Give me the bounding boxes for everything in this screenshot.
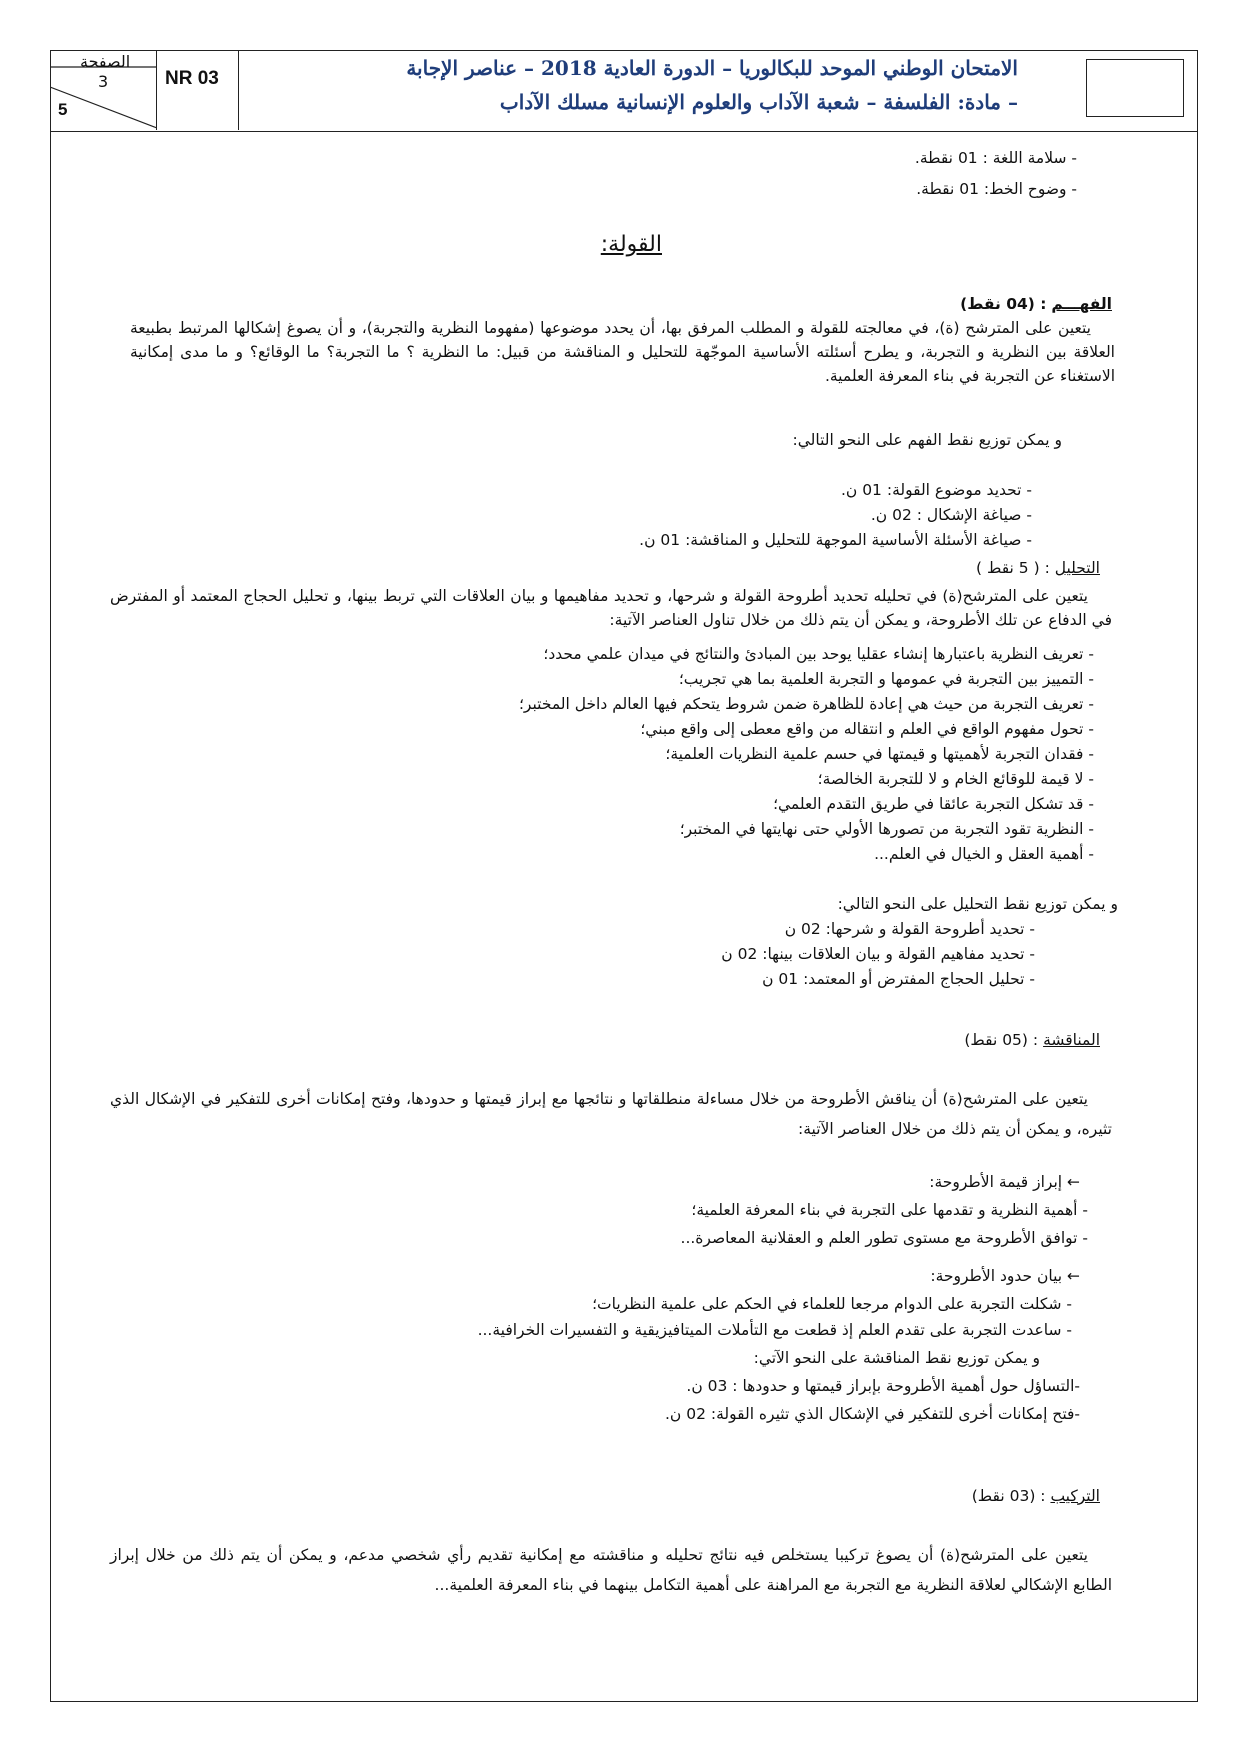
- discussion-value-heading: ← إبراز قيمة الأطروحة:: [929, 1173, 1080, 1191]
- analysis-heading-line: [976, 556, 1100, 580]
- exam-code: NR 03: [165, 68, 219, 89]
- analysis-dist-item: - تحديد مفاهيم القولة و بيان العلاقات بينها: 02 ن: [721, 945, 1035, 963]
- page-number-box: [50, 50, 157, 130]
- page-total: 5: [58, 100, 68, 119]
- analysis-element: - قد تشكل التجربة عائقا في طريق التقدم العلمي؛: [773, 795, 1094, 813]
- analysis-heading: التحليل: [1054, 559, 1100, 577]
- analysis-element: - تعريف النظرية باعتبارها إنشاء عقليا يوحد بين المبادئ والنتائج في ميدان علمي محدد؛: [543, 645, 1094, 663]
- synthesis-heading: التركيب: [1050, 1487, 1100, 1505]
- exam-title: الامتحان الوطني الموحد للبكالوريا – الدورة العادية 2018 – عناصر الإجابة: [406, 56, 1018, 80]
- analysis-dist-item: - تحليل الحجاج المفترض أو المعتمد: 01 ن: [762, 970, 1035, 988]
- understanding-paragraph: يتعين على المترشح (ة)، في معالجته للقولة و المطلب المرفق بها، أن يحدد موضوعها (مفهوما النظرية والتجربة)، و أن يصوغ إشكالها المرتبط بطبيعة العلاقة بين النظرية و التجربة، و يطرح أسئلته الأساسية الموجّهة للتحليل و المناقشة من قبيل: ما النظرية ؟ ما التجربة؟ ما الوقائع؟ و ما مدى إمكانية الاستغناء عن التجربة في بناء المعرفة العلمية.: [130, 319, 1115, 385]
- understanding-heading: الفهـــم: [1051, 295, 1112, 313]
- understanding-heading-line: [960, 292, 1112, 316]
- section-title: القولة:: [600, 232, 662, 257]
- analysis-element: - أهمية العقل و الخيال في العلم...: [874, 845, 1094, 863]
- analysis-paragraph: يتعين على المترشح(ة) في تحليله تحديد أطروحة القولة و شرحها، و تحديد مفاهيمها و بيان العلاقات التي تربط بينها، و تحليل الحجاج المعتمد أو المفترض في الدفاع عن تلك الأطروحة، و يمكن أن يتم ذلك من خلال تناول العناصر الآتية:: [110, 587, 1112, 629]
- discussion-dist-item: -فتح إمكانات أخرى للتفكير في الإشكال الذي تثيره القولة: 02 ن.: [664, 1405, 1080, 1423]
- discussion-dist-item: -التساؤل حول أهمية الأطروحة بإبراز قيمتها و حدودها : 03 ن.: [686, 1377, 1080, 1395]
- synthesis-paragraph: يتعين على المترشح(ة) أن يصوغ تركيبا يستخلص فيه نتائج تحليله و مناقشته مع إمكانية تقديم رأي شخصي مدعم، و يمكن أن يتم ذلك من خلال إبراز الطابع الإشكالي لعلاقة النظرية مع التجربة مع المراهنة على أهمية التكامل بينهما في بناء المعرفة العلمية...: [110, 1546, 1112, 1594]
- header: [50, 50, 1198, 132]
- grading-language: - سلامة اللغة : 01 نقطة.: [914, 149, 1077, 167]
- grading-handwriting: - وضوح الخط: 01 نقطة.: [916, 180, 1077, 198]
- synthesis-heading-line: [972, 1484, 1100, 1508]
- exam-subject: – مادة: الفلسفة – شعبة الآداب والعلوم الإنسانية مسلك الآداب: [499, 90, 1018, 114]
- analysis-element: - التمييز بين التجربة في عمومها و التجربة العلمية بما هي تجريب؛: [678, 670, 1094, 688]
- analysis-element: - فقدان التجربة لأهميتها و قيمتها في حسم علمية النظريات العلمية؛: [665, 745, 1094, 763]
- discussion-limits-item: - شكلت التجربة على الدوام مرجعا للعلماء في الحكم على علمية النظريات؛: [592, 1295, 1072, 1313]
- discussion-heading-line: [964, 1028, 1100, 1052]
- analysis-points: : ( 5 نقط ): [976, 559, 1050, 577]
- understanding-distribution-intro: و يمكن توزيع نقط الفهم على النحو التالي:: [792, 431, 1062, 449]
- discussion-paragraph: يتعين على المترشح(ة) أن يناقش الأطروحة من خلال مساءلة منطلقاتها و نتائجها مع إبراز قيمتها و حدودها، وفتح إمكانات أخرى للتفكير في الإشكال الذي تثيره، و يمكن أن يتم ذلك من خلال العناصر الآتية:: [110, 1090, 1112, 1138]
- understanding-dist-item: - صياغة الأسئلة الأساسية الموجهة للتحليل و المناقشة: 01 ن.: [639, 531, 1032, 549]
- analysis-element: - تحول مفهوم الواقع في العلم و انتقاله من واقع معطى إلى واقع مبني؛: [640, 720, 1094, 738]
- discussion-heading: المناقشة: [1043, 1031, 1100, 1049]
- analysis-distribution-intro: و يمكن توزيع نقط التحليل على النحو التالي:: [837, 895, 1118, 913]
- page-current: 3: [98, 72, 109, 91]
- discussion-limits-item: - ساعدت التجربة على تقدم العلم إذ قطعت مع التأملات الميتافيزيقية و التفسيرات الخرافية...: [477, 1321, 1072, 1339]
- empty-box: [1086, 59, 1184, 117]
- discussion-distribution-intro: و يمكن توزيع نقط المناقشة على النحو الآتي:: [753, 1349, 1040, 1367]
- understanding-points: : (04 نقط): [960, 295, 1047, 313]
- understanding-dist-item: - صياغة الإشكال : 02 ن.: [870, 506, 1032, 524]
- analysis-dist-item: - تحديد أطروحة القولة و شرحها: 02 ن: [784, 920, 1035, 938]
- discussion-value-item: - توافق الأطروحة مع مستوى تطور العلم و العقلانية المعاصرة...: [680, 1229, 1088, 1247]
- discussion-limits-heading: ← بيان حدود الأطروحة:: [930, 1267, 1080, 1285]
- synthesis-points: : (03 نقط): [971, 1487, 1046, 1505]
- analysis-element: - تعريف التجربة من حيث هي إعادة للظاهرة ضمن شروط يتحكم فيها العالم داخل المختبر؛: [518, 695, 1094, 713]
- discussion-points: : (05 نقط): [964, 1031, 1039, 1049]
- analysis-element: - لا قيمة للوقائع الخام و لا للتجربة الخالصة؛: [817, 770, 1094, 788]
- discussion-value-item: - أهمية النظرية و تقدمها على التجربة في بناء المعرفة العلمية؛: [691, 1201, 1088, 1219]
- exam-code-box: [157, 50, 239, 130]
- analysis-element: - النظرية تقود التجربة من تصورها الأولي حتى نهايتها في المختبر؛: [679, 820, 1094, 838]
- understanding-dist-item: - تحديد موضوع القولة: 01 ن.: [840, 481, 1032, 499]
- page-label: الصفحة: [80, 52, 131, 71]
